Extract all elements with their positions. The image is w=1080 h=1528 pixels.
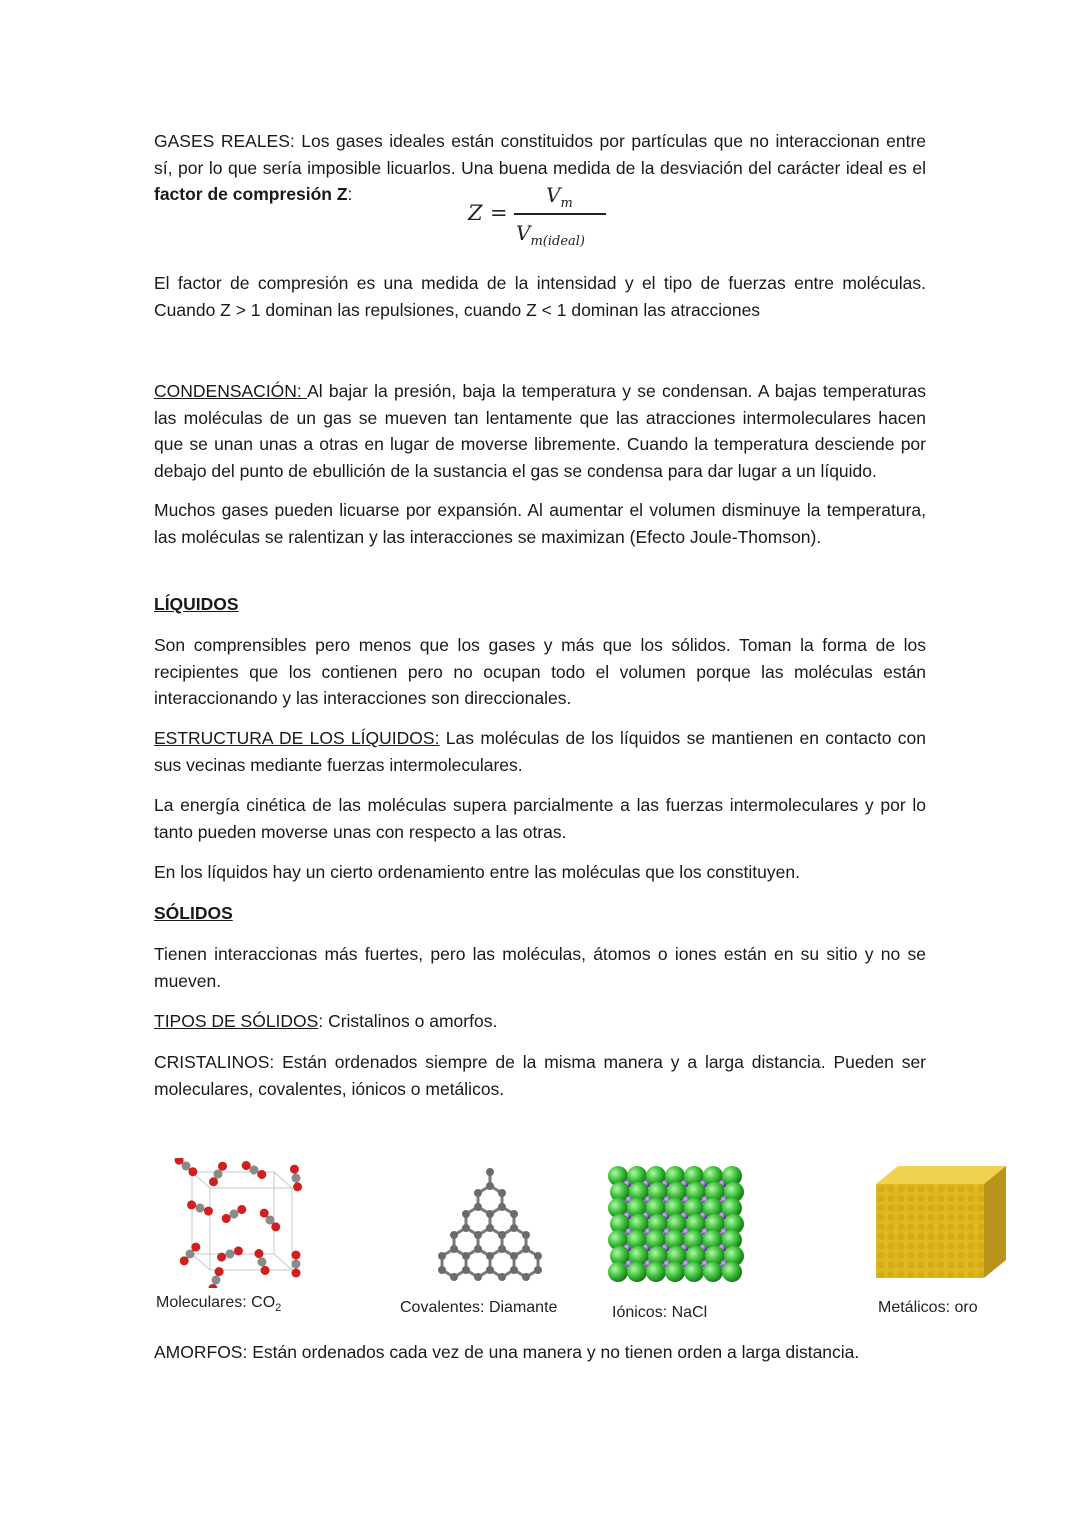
- gold-atom: [887, 1223, 894, 1230]
- gold-atom: [957, 1214, 964, 1221]
- gold-atom: [947, 1242, 954, 1249]
- chlorine-atom: [665, 1262, 685, 1282]
- gold-atom: [897, 1195, 904, 1202]
- formula-lhs: Z: [468, 201, 483, 225]
- gold-atom: [917, 1233, 924, 1240]
- diamond-covalent-lattice-icon: [430, 1166, 550, 1288]
- crystal-figures-row: [150, 1158, 1010, 1328]
- estructura-paragraph: [154, 725, 926, 778]
- compresion-section: [154, 270, 926, 323]
- caption-metalicos: Metálicos: oro: [878, 1299, 978, 1316]
- gold-atom: [907, 1261, 914, 1268]
- gold-atom: [957, 1195, 964, 1202]
- liquidos-intro: Son comprensibles pero menos que los gases y más que los sólidos. Toman la forma de los recipientes que los contienen pero no ocupan todo el volumen porque las moléculas están interaccionando y las interacciones son direccionales.: [154, 635, 926, 708]
- chlorine-atom: [608, 1262, 628, 1282]
- gold-atom: [927, 1252, 934, 1259]
- gold-atom: [977, 1204, 984, 1211]
- orden-paragraph: En los líquidos hay un cierto ordenamiento entre las moléculas que los constituyen.: [154, 862, 800, 882]
- gold-atom: [957, 1252, 964, 1259]
- tipos-paragraph: [154, 1008, 926, 1035]
- gold-atom: [897, 1185, 904, 1192]
- caption-covalentes: Covalentes: Diamante: [400, 1299, 558, 1316]
- gold-atom: [957, 1261, 964, 1268]
- gold-atom: [967, 1204, 974, 1211]
- gold-atom: [957, 1233, 964, 1240]
- factor-compresion-term: factor de compresión Z: [154, 184, 348, 204]
- co2-molecular-crystal-icon: [170, 1158, 310, 1288]
- gold-atom: [977, 1233, 984, 1240]
- fraction-bar: [514, 213, 606, 215]
- gold-atom: [887, 1204, 894, 1211]
- gold-atom: [977, 1242, 984, 1249]
- gold-atom: [907, 1185, 914, 1192]
- caption-moleculares: [156, 1294, 281, 1314]
- gold-atom: [897, 1261, 904, 1268]
- gold-atom: [907, 1223, 914, 1230]
- expansion-section: [154, 497, 926, 550]
- gold-atom: [967, 1223, 974, 1230]
- gold-atom: [967, 1195, 974, 1202]
- gold-atom: [877, 1271, 884, 1278]
- gold-atom: [877, 1204, 884, 1211]
- gold-atom: [937, 1271, 944, 1278]
- gold-atom: [887, 1195, 894, 1202]
- compression-factor-formula: [468, 183, 608, 255]
- solidos-heading: SÓLIDOS: [154, 903, 233, 923]
- gold-atom: [887, 1252, 894, 1259]
- tipos-text: : Cristalinos o amorfos.: [318, 1011, 498, 1031]
- gold-atom: [917, 1242, 924, 1249]
- gold-atom: [877, 1223, 884, 1230]
- gold-atom: [887, 1214, 894, 1221]
- gold-atom: [907, 1204, 914, 1211]
- nacl-ionic-lattice-icon: [602, 1162, 752, 1286]
- gold-atom: [937, 1195, 944, 1202]
- gold-atom: [917, 1185, 924, 1192]
- gold-atom: [937, 1233, 944, 1240]
- gold-atom: [927, 1185, 934, 1192]
- chlorine-atom: [627, 1262, 647, 1282]
- gold-atom: [947, 1214, 954, 1221]
- denominator-variable: V: [516, 221, 531, 245]
- gold-atom: [947, 1223, 954, 1230]
- gold-atom: [967, 1271, 974, 1278]
- gold-atom: [957, 1271, 964, 1278]
- gold-atom: [877, 1185, 884, 1192]
- gold-atom: [927, 1204, 934, 1211]
- liquidos-intro-block: [154, 632, 926, 712]
- gold-atom: [877, 1242, 884, 1249]
- gold-atom: [927, 1233, 934, 1240]
- gold-atom: [937, 1261, 944, 1268]
- gold-atom: [927, 1195, 934, 1202]
- gold-atom: [977, 1252, 984, 1259]
- gold-atom: [887, 1261, 894, 1268]
- gold-atom: [937, 1204, 944, 1211]
- gold-atom: [887, 1233, 894, 1240]
- gold-atom: [957, 1242, 964, 1249]
- gold-atom: [967, 1252, 974, 1259]
- gold-atom: [877, 1195, 884, 1202]
- solidos-intro-block: [154, 941, 926, 994]
- gold-atom: [977, 1214, 984, 1221]
- gold-atom: [917, 1252, 924, 1259]
- gold-atom: [917, 1271, 924, 1278]
- gold-atom: [947, 1204, 954, 1211]
- gold-atom: [947, 1261, 954, 1268]
- gold-atom: [967, 1261, 974, 1268]
- gold-atom: [937, 1223, 944, 1230]
- gold-atom: [897, 1242, 904, 1249]
- caption-ionicos: Iónicos: NaCl: [612, 1304, 708, 1321]
- gold-atom: [917, 1214, 924, 1221]
- gold-atom: [897, 1233, 904, 1240]
- gold-atom: [977, 1271, 984, 1278]
- condensacion-paragraph: [154, 378, 926, 484]
- estructura-block: [154, 725, 926, 778]
- chlorine-atom: [646, 1262, 666, 1282]
- chlorine-atom: [703, 1262, 723, 1282]
- gold-atom: [907, 1271, 914, 1278]
- denominator-subscript: m(ideal): [530, 234, 586, 249]
- gold-atom: [927, 1223, 934, 1230]
- gold-atom: [957, 1185, 964, 1192]
- gold-atom: [887, 1242, 894, 1249]
- gold-atom: [877, 1233, 884, 1240]
- factor-compresion-colon: :: [347, 184, 353, 204]
- gold-atom: [937, 1214, 944, 1221]
- gold-atom: [897, 1271, 904, 1278]
- gold-atom: [917, 1195, 924, 1202]
- formula-denominator: [516, 221, 585, 249]
- gold-atom: [907, 1214, 914, 1221]
- gold-atom: [957, 1204, 964, 1211]
- gold-atom: [957, 1223, 964, 1230]
- gold-atom: [907, 1195, 914, 1202]
- gold-atom: [947, 1271, 954, 1278]
- energia-block: [154, 792, 926, 845]
- gold-atom: [917, 1223, 924, 1230]
- formula-numerator: [546, 183, 573, 211]
- gold-atom: [977, 1185, 984, 1192]
- energia-paragraph: La energía cinética de las moléculas supera parcialmente a las fuerzas intermoleculares y por lo tanto pueden moverse unas con respecto a las otras.: [154, 795, 926, 842]
- numerator-subscript: m: [560, 196, 573, 211]
- gold-atom: [947, 1185, 954, 1192]
- gold-atom: [877, 1214, 884, 1221]
- gold-atom: [937, 1252, 944, 1259]
- caption-moleculares-text: Moleculares: CO: [156, 1294, 276, 1311]
- gold-atom: [977, 1223, 984, 1230]
- cristalinos-block: [154, 1049, 926, 1102]
- gold-atom: [917, 1261, 924, 1268]
- compresion-paragraph: El factor de compresión es una medida de la intensidad y el tipo de fuerzas entre moléculas. Cuando Z > 1 dominan las repulsiones, cuando Z < 1 dominan las atracciones: [154, 273, 926, 320]
- gold-atom: [937, 1242, 944, 1249]
- gold-atom: [897, 1204, 904, 1211]
- gold-atom: [967, 1233, 974, 1240]
- gold-atom: [977, 1195, 984, 1202]
- expansion-paragraph: Muchos gases pueden licuarse por expansión. Al aumentar el volumen disminuye la temperatura, las moléculas se ralentizan y las interacciones se maximizan (Efecto Joule-Thomson).: [154, 500, 926, 547]
- gold-atom: [967, 1242, 974, 1249]
- gold-atom: [897, 1252, 904, 1259]
- amorfos-paragraph: AMORFOS: Están ordenados cada vez de una manera y no tienen orden a larga distancia.: [154, 1342, 860, 1362]
- solidos-heading-block: [154, 900, 926, 927]
- gases-reales-label: GASES REALES:: [154, 131, 295, 151]
- tipos-label: TIPOS DE SÓLIDOS: [154, 1011, 319, 1031]
- gold-atom: [887, 1271, 894, 1278]
- solidos-intro: Tienen interaccionas más fuertes, pero las moléculas, átomos o iones están en su sitio y no se mueven.: [154, 944, 926, 991]
- chlorine-atom: [684, 1262, 704, 1282]
- gold-atom: [907, 1233, 914, 1240]
- gold-atom: [967, 1214, 974, 1221]
- gold-atom: [897, 1223, 904, 1230]
- gold-atom: [947, 1195, 954, 1202]
- liquidos-heading: LÍQUIDOS: [154, 594, 239, 614]
- gold-atom: [947, 1233, 954, 1240]
- gold-atom: [977, 1261, 984, 1268]
- tipos-block: [154, 1008, 926, 1035]
- condensacion-text: Al bajar la presión, baja la temperatura y se condensan. A bajas temperaturas las moléculas de un gas se mueven tan lentamente que las atracciones intermoleculares hacen que se unan unas a otras en lugar de moverse libremente. Cuando la temperatura desciende por debajo del punto de ebullición de la sustancia el gas se condensa para dar lugar a un líquido.: [154, 381, 926, 481]
- liquidos-heading-block: [154, 591, 926, 618]
- cristalinos-paragraph: CRISTALINOS: Están ordenados siempre de la misma manera y a larga distancia. Pueden ser moleculares, covalentes, iónicos o metálicos.: [154, 1052, 926, 1099]
- gold-atom: [937, 1185, 944, 1192]
- gold-atom: [897, 1214, 904, 1221]
- estructura-text: Las moléculas de los líquidos se mantienen en contacto con sus vecinas mediante fuerzas intermoleculares.: [154, 728, 926, 775]
- gold-atom: [887, 1185, 894, 1192]
- caption-moleculares-sub: 2: [275, 1302, 282, 1315]
- condensacion-section: [154, 378, 926, 484]
- orden-block: [154, 859, 926, 886]
- gold-atom: [927, 1261, 934, 1268]
- gold-metallic-lattice-icon: [872, 1162, 1008, 1282]
- gold-atom: [967, 1185, 974, 1192]
- gold-atom: [927, 1242, 934, 1249]
- formula-equals: =: [490, 201, 508, 225]
- gold-atom: [947, 1252, 954, 1259]
- gold-atom: [907, 1242, 914, 1249]
- gold-atom: [927, 1271, 934, 1278]
- numerator-variable: V: [546, 183, 561, 207]
- estructura-label: ESTRUCTURA DE LOS LÍQUIDOS:: [154, 728, 440, 748]
- gases-reales-text: Los gases ideales están constituidos por partículas que no interaccionan entre sí, por lo que sería imposible licuarlos. Una buena medida de la desviación del carácter ideal es el: [154, 131, 926, 178]
- amorfos-block: [154, 1339, 926, 1366]
- gold-atom: [927, 1214, 934, 1221]
- condensacion-label: CONDENSACIÓN:: [154, 381, 308, 401]
- gold-atom: [907, 1252, 914, 1259]
- gold-atom: [877, 1261, 884, 1268]
- gold-atom: [917, 1204, 924, 1211]
- gold-atom: [877, 1252, 884, 1259]
- chlorine-atom: [722, 1262, 742, 1282]
